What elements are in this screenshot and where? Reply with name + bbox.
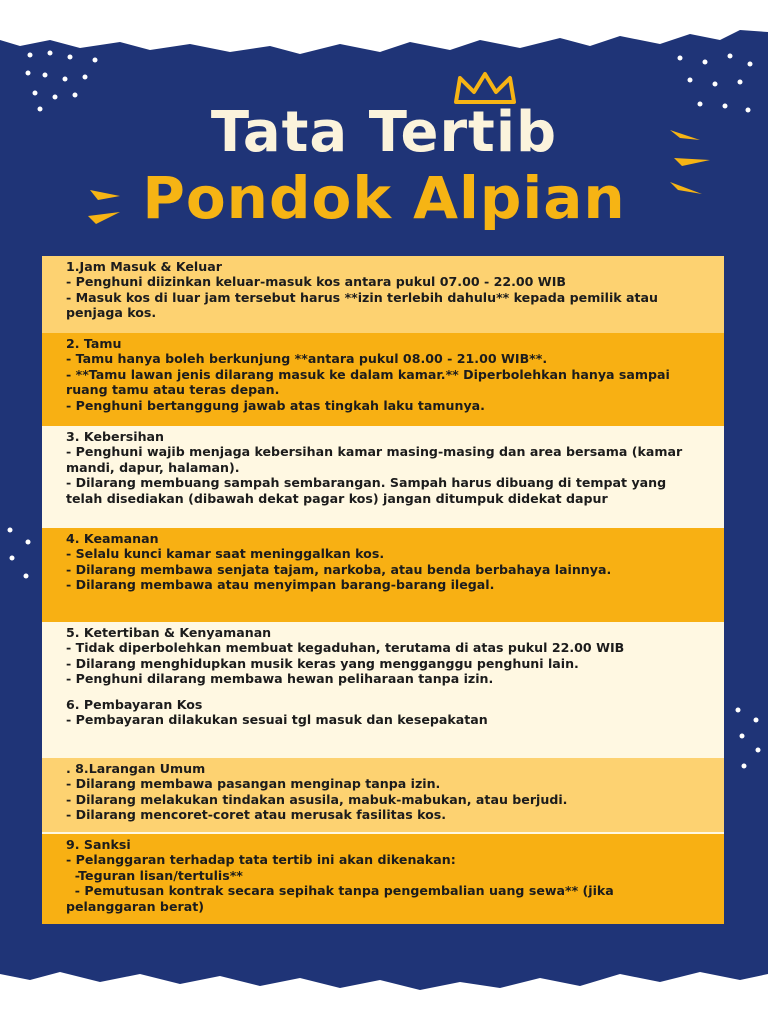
dots-decoration-left [0,520,40,590]
rule-section-tamu [42,333,724,426]
section-line: - Pembayaran dilakukan sesuai tgl masuk dan kesepakatan [66,712,488,728]
section-line: - Dilarang membawa atau menyimpan barang-barang ilegal. [66,577,495,593]
section-line: - Penghuni diizinkan keluar-masuk kos antara pukul 07.00 - 22.00 WIB [66,274,566,290]
section-line: - Dilarang melakukan tindakan asusila, mabuk-mabukan, atau berjudi. [66,791,568,807]
section-line: - Tamu hanya boleh berkunjung **antara pukul 08.00 - 21.00 WIB**. [66,351,548,367]
section-line: - Dilarang membuang sampah sembarangan. Sampah harus dibuang di tempat yang telah disediakan (dibawah dekat pagar kos) jangan ditumpuk didekat dapur [66,475,667,506]
rule-section-keamanan [42,528,724,622]
section-line: - Dilarang membawa senjata tajam, narkoba, atau benda berbahaya lainnya. [66,561,612,577]
section-line: - Selalu kunci kamar saat meninggalkan kos. [66,546,385,562]
title-line-2: Pondok Alpian [142,164,626,232]
section-line: - Penghuni dilarang membawa hewan peliharaan tanpa izin. [66,671,494,687]
section-line: -Teguran lisan/tertulis** [66,867,243,883]
section-heading: 3. Kebersihan [66,429,165,444]
dots-decoration-right [728,700,768,780]
section-line: - Dilarang mencoret-coret atau merusak fasilitas kos. [66,807,447,823]
section-heading: . 8.Larangan Umum [66,761,206,776]
section-line: - **Tamu lawan jenis dilarang masuk ke dalam kamar.** Diperbolehkan hanya sampai ruang tamu atau teras depan. [66,366,670,398]
rule-section-sanksi [42,832,724,924]
section-heading: 1.Jam Masuk & Keluar [66,259,222,274]
section-heading: 6. Pembayaran Kos [66,696,203,712]
section-line: - Dilarang membawa pasangan menginap tanpa izin. [66,776,441,792]
section-line: - Penghuni wajib menjaga kebersihan kamar masing-masing dan area bersama (kamar mandi, dapur, halaman). [66,444,683,475]
section-line: - Penghuni bertanggung jawab atas tingkah laku tamunya. [66,397,485,413]
rule-section-kebersihan [42,426,724,528]
section-heading: 5. Ketertiban & Kenyamanan [66,625,272,640]
torn-paper-bottom [0,944,768,1024]
section-line: - Masuk kos di luar jam tersebut harus **izin terlebih dahulu** kepada pemilik atau penjaga kos. [66,289,659,321]
rule-section-jam-masuk [42,256,724,333]
section-line: - Dilarang menghidupkan musik keras yang mengganggu penghuni lain. [66,655,579,671]
rule-section-ketertiban-pembayaran [42,622,724,758]
section-heading: 2. Tamu [66,336,122,351]
rule-section-larangan-umum [42,758,724,832]
section-line: - Pelanggaran terhadap tata tertib ini akan dikenakan: [66,852,456,868]
section-line: - Pemutusan kontrak secara sepihak tanpa pengembalian uang sewa** (jika pelanggaran berat) [66,883,619,914]
rules-list [42,256,724,924]
section-line: - Tidak diperbolehkan membuat kegaduhan, terutama di atas pukul 22.00 WIB [66,640,625,656]
title-line-1: Tata Tertib [210,100,558,165]
section-heading: 4. Keamanan [66,531,159,546]
section-heading: 9. Sanksi [66,837,131,852]
